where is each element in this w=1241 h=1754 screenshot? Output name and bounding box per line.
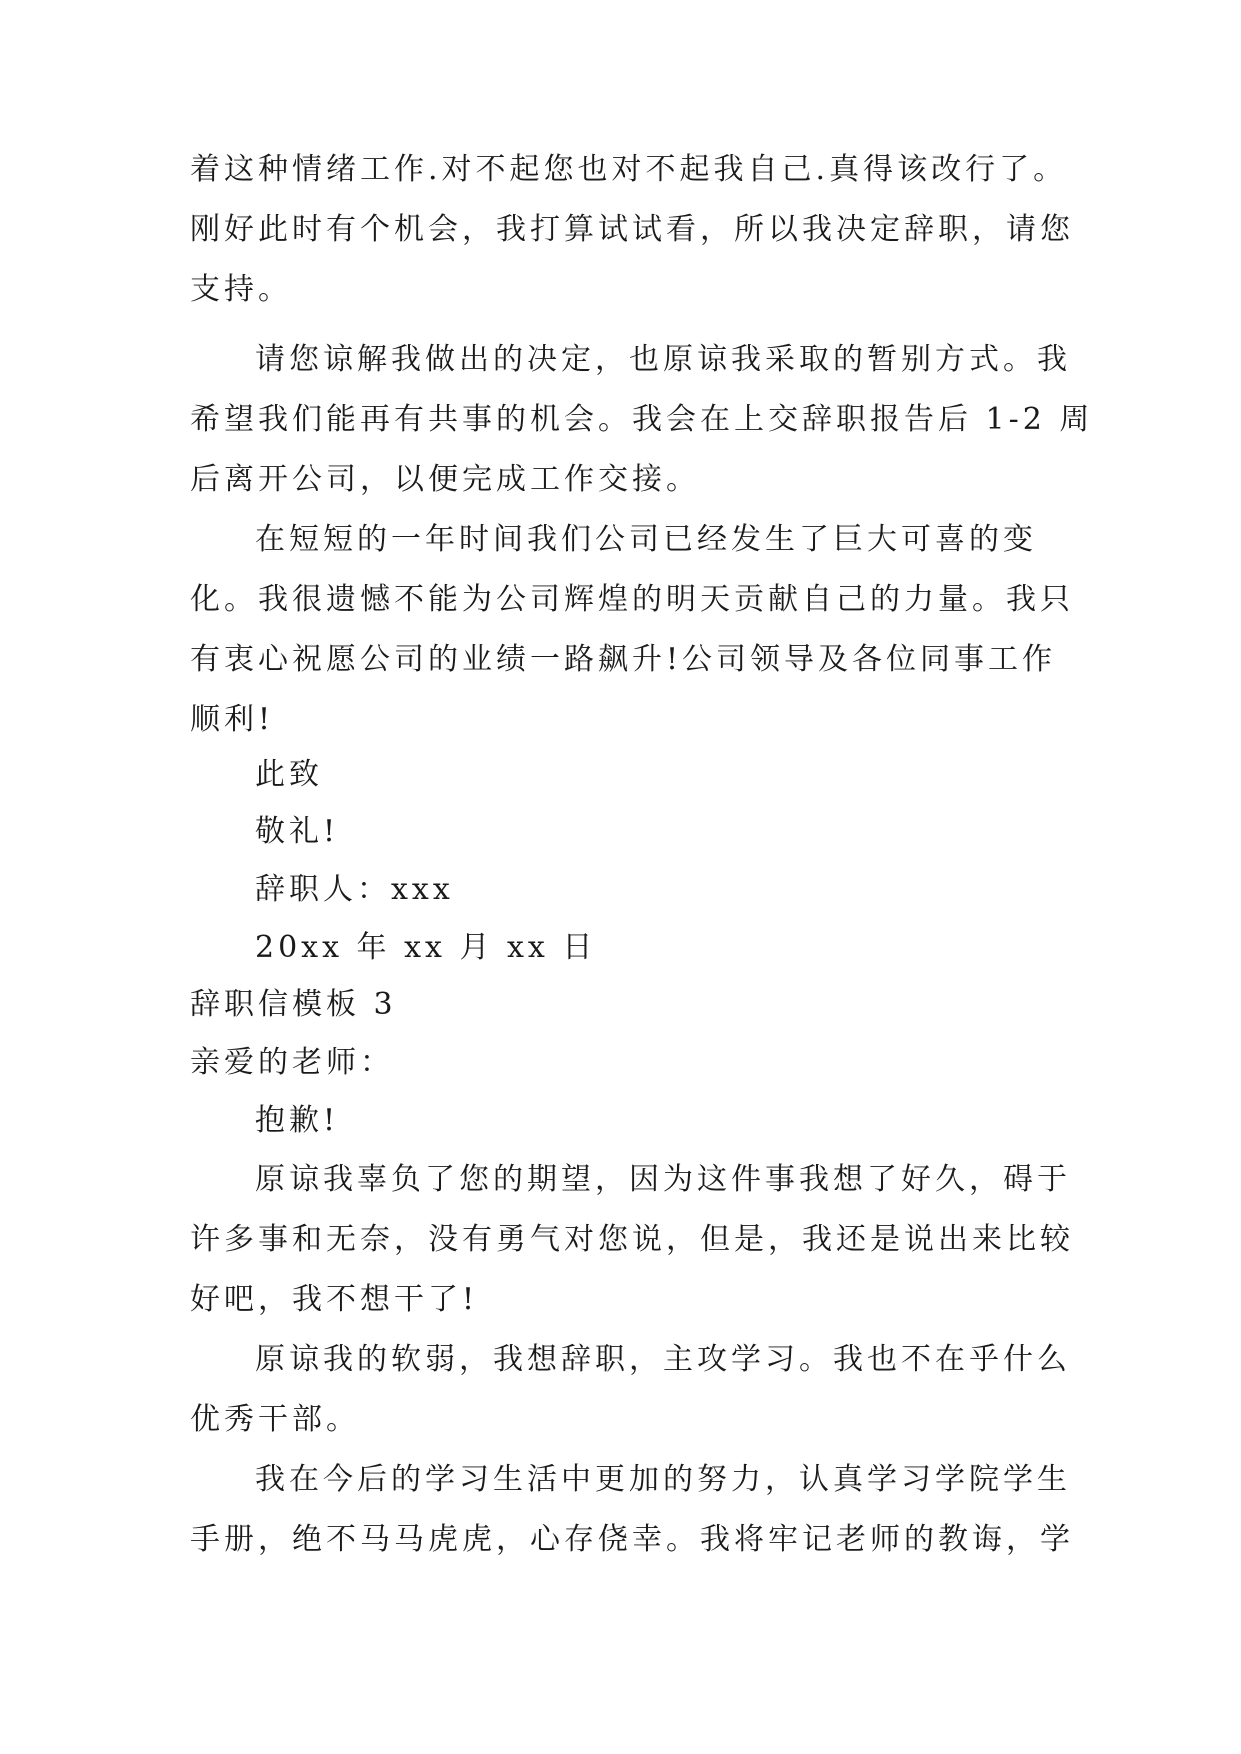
paragraph-line: 请您谅解我做出的决定，也原谅我采取的暂别方式。我 [255, 342, 1071, 377]
paragraph-line: 抱歉! [255, 1103, 340, 1138]
paragraph-line: 手册，绝不马马虎虎，心存侥幸。我将牢记老师的教诲，学 [190, 1522, 1074, 1557]
signature-line: 辞职人：xxx [255, 872, 454, 907]
paragraph-line: 刚好此时有个机会，我打算试试看，所以我决定辞职，请您 [190, 212, 1074, 247]
paragraph-line: 着这种情绪工作.对不起您也对不起我自己.真得该改行了。 [190, 152, 1068, 187]
closing-line: 此致 [255, 757, 323, 792]
section-heading: 辞职信模板 3 [190, 987, 397, 1022]
paragraph-line: 后离开公司，以便完成工作交接。 [190, 462, 700, 497]
paragraph-line: 优秀干部。 [190, 1402, 360, 1437]
paragraph-line: 许多事和无奈，没有勇气对您说，但是，我还是说出来比较 [190, 1222, 1074, 1257]
paragraph-line: 我在今后的学习生活中更加的努力，认真学习学院学生 [255, 1462, 1071, 1497]
paragraph-line: 顺利! [190, 702, 275, 737]
paragraph-line: 希望我们能再有共事的机会。我会在上交辞职报告后 1-2 周 [190, 402, 1094, 437]
paragraph-line: 好吧，我不想干了! [190, 1282, 479, 1317]
paragraph-line: 原谅我辜负了您的期望，因为这件事我想了好久，碍于 [255, 1162, 1071, 1197]
date-line: 20xx 年 xx 月 xx 日 [255, 930, 597, 965]
paragraph-line: 支持。 [190, 272, 292, 307]
paragraph-line: 原谅我的软弱，我想辞职，主攻学习。我也不在乎什么 [255, 1342, 1071, 1377]
paragraph-line: 化。我很遗憾不能为公司辉煌的明天贡献自己的力量。我只 [190, 582, 1074, 617]
closing-line: 敬礼! [255, 814, 340, 849]
paragraph-line: 有衷心祝愿公司的业绩一路飙升!公司领导及各位同事工作 [190, 642, 1057, 677]
paragraph-line: 在短短的一年时间我们公司已经发生了巨大可喜的变 [255, 522, 1037, 557]
salutation-line: 亲爱的老师： [190, 1045, 394, 1080]
